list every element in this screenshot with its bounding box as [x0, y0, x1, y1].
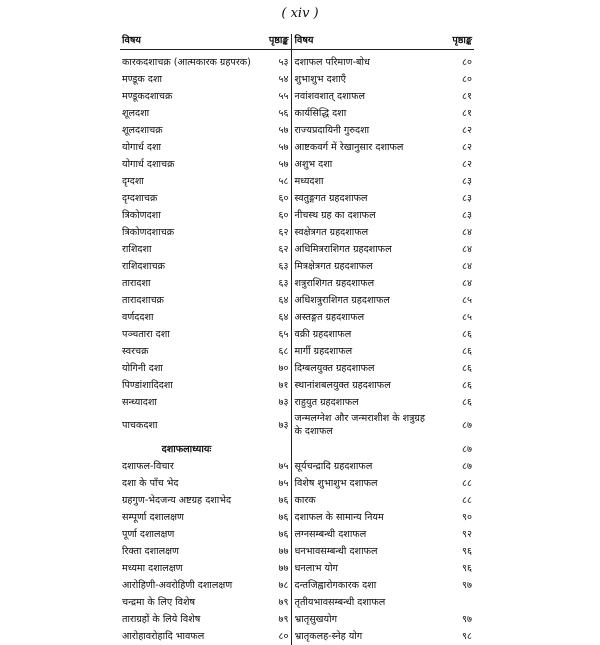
entry-page-left	[253, 441, 291, 458]
entry-title-right: अस्तङ्गत ग्रहदशाफल	[291, 309, 436, 326]
table-row	[120, 560, 474, 577]
entry-title-right: अशुभ दशा	[291, 156, 436, 173]
table-row	[120, 492, 474, 509]
entry-title-right: वक्री ग्रहदशाफल	[291, 326, 436, 343]
entry-title-left: मण्डूकदशाचक्र	[122, 90, 173, 102]
entry-page-right: ८५	[462, 294, 472, 306]
table-row	[120, 71, 474, 88]
table-row	[120, 156, 474, 173]
entry-title-left: योगिनी दशा	[122, 362, 163, 374]
table-row	[120, 326, 474, 343]
entry-page-left: ७६	[278, 511, 289, 523]
page-header-left: पृष्ठाङ्क	[253, 34, 291, 50]
entry-page-left: ५३	[278, 56, 289, 68]
table-row	[120, 458, 474, 475]
table-row	[120, 139, 474, 156]
entry-page-right: ८३	[462, 209, 472, 221]
entry-page-left: ५८	[278, 175, 289, 187]
entry-page-right: ८४	[462, 260, 472, 272]
entry-page-right: ८२	[462, 158, 472, 170]
entry-page-right: ८६	[462, 345, 472, 357]
entry-title-left: कारकदशाचक्र (आत्मकारक ग्रहपरक)	[122, 56, 251, 68]
table-row	[120, 509, 474, 526]
entry-title-right: भ्रातृकलह-स्नेह योग	[291, 628, 436, 645]
entry-page-left: ६४	[278, 311, 289, 323]
entry-page-left: ५७	[278, 141, 289, 153]
entry-title-left: आरोहावरोहादि भावफल	[122, 630, 205, 642]
entry-title-left: वर्णददशा	[122, 311, 154, 323]
entry-title-right: मित्रक्षेत्रगत ग्रहदशाफल	[291, 258, 436, 275]
entry-page-right: ९०	[462, 511, 472, 523]
entry-title-right: अधिशत्रुराशिगत ग्रहदशाफल	[291, 292, 436, 309]
entry-page-left: ६०	[278, 209, 289, 221]
entry-page-left: ६८	[278, 345, 289, 357]
header-row	[120, 34, 474, 50]
entry-page-left: ७७	[278, 562, 289, 574]
entry-title-left: दृग्दशा	[122, 175, 144, 187]
entry-title-right: धनभावसम्बन्धी दशाफल	[291, 543, 436, 560]
subject-header-right: विषय	[291, 34, 436, 50]
entry-title-right: भ्रातृसुखयोग	[291, 611, 436, 628]
table-row	[120, 360, 474, 377]
entry-title-right: स्वतुङ्गगत ग्रहदशाफल	[291, 190, 436, 207]
entry-title-left: ग्रहगुण-भेदजन्य अष्टग्रह दशाभेद	[122, 494, 232, 506]
entry-title-right: शत्रुराशिगत ग्रहदशाफल	[291, 275, 436, 292]
entry-title-left: शूलदशा	[122, 107, 150, 119]
table-row	[120, 577, 474, 594]
entry-title-left: दशाफलाध्यायः	[161, 443, 212, 455]
table-row	[120, 88, 474, 105]
entry-title-left: पञ्चतारा दशा	[122, 328, 170, 340]
entry-title-right: मध्यदशा	[291, 173, 436, 190]
entry-page-right: ९८	[462, 630, 472, 642]
table-row	[120, 394, 474, 411]
entry-page-right	[436, 594, 474, 611]
entry-title-left: त्रिकोणदशा	[122, 209, 161, 221]
entry-title-right: आष्टकवर्ग में रेखानुसार दशाफल	[291, 139, 436, 156]
page-header-right: पृष्ठाङ्क	[436, 34, 474, 50]
entry-title-left: योगार्ध दशा	[122, 141, 161, 153]
entry-page-right: ८७	[462, 460, 472, 472]
entry-page-right: ८०	[462, 56, 472, 68]
entry-page-left: ५५	[278, 90, 289, 102]
entry-title-right: दशाफल परिमाण-बोध	[291, 50, 436, 72]
entry-title-left: चन्द्रमा के लिए विशेष	[122, 596, 196, 608]
entry-title-left: पूर्णा दशालक्षण	[122, 528, 175, 540]
entry-page-right: ९२	[462, 528, 472, 540]
entry-title-left: राशिदशाचक्र	[122, 260, 165, 272]
entry-title-left: पिण्डांशादिदशा	[122, 379, 173, 391]
entry-page-left: ६५	[278, 328, 289, 340]
entry-title-right	[291, 441, 436, 458]
entry-page-right: ८६	[462, 396, 472, 408]
entry-page-right: ८६	[462, 362, 472, 374]
entry-page-left: ७५	[278, 460, 289, 472]
entry-title-right: जन्मलग्नेश और जन्मराशीश के शत्रुग्रह के दशाफल	[291, 411, 436, 441]
entry-page-left: ५६	[278, 107, 289, 119]
subject-header-left: विषय	[120, 34, 253, 50]
table-row	[120, 628, 474, 645]
table-row	[120, 475, 474, 492]
entry-page-right: ८६	[462, 328, 472, 340]
table-row	[120, 224, 474, 241]
entry-page-right: ८७	[462, 443, 472, 455]
entry-title-right: दिग्बलयुक्त ग्रहदशाफल	[291, 360, 436, 377]
entry-page-left: ६४	[278, 294, 289, 306]
entry-title-left: सन्ध्यादशा	[122, 396, 157, 408]
entry-title-left: राशिदशा	[122, 243, 152, 255]
entry-title-left: त्रिकोणदशाचक्र	[122, 226, 175, 238]
entry-page-left: ६३	[278, 277, 289, 289]
entry-page-left: ६२	[278, 243, 289, 255]
entry-title-right: लग्नसम्बन्धी दशाफल	[291, 526, 436, 543]
entry-page-left: ८०	[278, 630, 289, 642]
table-row	[120, 343, 474, 360]
entry-page-left: ६०	[278, 192, 289, 204]
entry-title-right: दशाफल के सामान्य नियम	[291, 509, 436, 526]
entry-title-right: दन्तजिह्वारोगकारक दशा	[291, 577, 436, 594]
entry-page-right: ८२	[462, 124, 472, 136]
entry-title-right: नवांशवशात् दशाफल	[291, 88, 436, 105]
entry-title-left: स्वरचक्र	[122, 345, 149, 357]
entry-title-right: तृतीयभावसम्बन्धी दशाफल	[291, 594, 436, 611]
entry-title-left: दृग्दशाचक्र	[122, 192, 158, 204]
table-row	[120, 275, 474, 292]
entry-title-left: तारादशाचक्र	[122, 294, 164, 306]
entry-page-left: ५७	[278, 158, 289, 170]
entry-page-left: ७३	[278, 396, 289, 408]
entry-title-right: कार्यसिद्धि दशा	[291, 105, 436, 122]
entry-page-left: ६२	[278, 226, 289, 238]
entry-title-left: तारादशा	[122, 277, 151, 289]
entry-page-left: ७६	[278, 528, 289, 540]
table-row	[120, 292, 474, 309]
entry-page-right: ८६	[462, 379, 472, 391]
table-row	[120, 411, 474, 441]
entry-title-left: योगार्ध दशाचक्र	[122, 158, 175, 170]
entry-page-right: ८१	[462, 107, 472, 119]
page-number-header: ( xiv )	[281, 6, 319, 21]
contents-table	[120, 34, 474, 645]
entry-page-left: ७७	[278, 545, 289, 557]
entry-page-left: ७०	[278, 362, 289, 374]
entry-page-left: ७१	[278, 379, 289, 391]
entry-page-right: ८१	[462, 90, 472, 102]
entry-page-left: ७८	[278, 579, 289, 591]
table-row	[120, 190, 474, 207]
entry-page-right: ८८	[462, 494, 472, 506]
table-row	[120, 441, 474, 458]
entry-title-left: ताराग्रहों के लिये विशेष	[122, 613, 201, 625]
table-row	[120, 173, 474, 190]
entry-title-left: पाचकदशा	[122, 420, 158, 432]
entry-page-left: ५४	[278, 73, 289, 85]
table-row	[120, 611, 474, 628]
entry-title-right: स्थानांशबलयुक्त ग्रहदशाफल	[291, 377, 436, 394]
entry-page-right: ८३	[462, 192, 472, 204]
entry-page-right: ८३	[462, 175, 472, 187]
table-row	[120, 241, 474, 258]
entry-title-left: दशा के पाँच भेद	[122, 477, 179, 489]
entry-title-left: मध्यमा दशालक्षण	[122, 562, 183, 574]
entry-title-right: मार्गी ग्रहदशाफल	[291, 343, 436, 360]
entry-page-right: ८७	[462, 420, 472, 432]
entry-title-right: राज्यप्रदायिनी गुरुदशा	[291, 122, 436, 139]
table-row	[120, 594, 474, 611]
entry-page-right: ९७	[462, 613, 472, 625]
entry-page-left: ७५	[278, 477, 289, 489]
entry-title-left: रिक्ता दशालक्षण	[122, 545, 179, 557]
entry-page-right: ९७	[462, 579, 472, 591]
entry-page-right: ८४	[462, 243, 472, 255]
table-row	[120, 258, 474, 275]
entry-page-right: ९६	[462, 562, 472, 574]
entry-title-right: शुभाशुभ दशाएँ	[291, 71, 436, 88]
entry-page-right: ८०	[462, 73, 472, 85]
entry-page-left: ५७	[278, 124, 289, 136]
entry-title-left: आरोहिणी-अवरोहिणी दशालक्षण	[122, 579, 233, 591]
table-row	[120, 105, 474, 122]
entry-title-right: स्वक्षेत्रगत ग्रहदशाफल	[291, 224, 436, 241]
entry-title-right: विशेष शुभाशुभ दशाफल	[291, 475, 436, 492]
entry-title-left: दशाफल-विचार	[122, 460, 174, 472]
entry-page-left: ६३	[278, 260, 289, 272]
entry-page-right: ८४	[462, 226, 472, 238]
table-row	[120, 207, 474, 224]
entry-page-right: ८५	[462, 311, 472, 323]
table-row	[120, 122, 474, 139]
table-row	[120, 526, 474, 543]
entry-page-left: ७६	[278, 494, 289, 506]
entry-title-right: नीचस्थ ग्रह का दशाफल	[291, 207, 436, 224]
entry-title-right: धनलाभ योग	[291, 560, 436, 577]
table-row	[120, 50, 474, 72]
entry-page-right: ८८	[462, 477, 472, 489]
entry-title-left: मण्डूक दशा	[122, 73, 162, 85]
entry-title-left: सम्पूर्णा दशालक्षण	[122, 511, 184, 523]
table-row	[120, 543, 474, 560]
entry-page-left: ७९	[278, 613, 289, 625]
entry-title-right: कारक	[291, 492, 436, 509]
entry-page-left: ७३	[278, 420, 289, 432]
entry-page-right: ८४	[462, 277, 472, 289]
table-row	[120, 309, 474, 326]
entry-page-right: ९६	[462, 545, 472, 557]
entry-page-right: ८२	[462, 141, 472, 153]
entry-title-left: शूलदशाचक्र	[122, 124, 163, 136]
entry-title-right: राहुयुत ग्रहदशाफल	[291, 394, 436, 411]
entry-title-right: सूर्यचन्द्रादि ग्रहदशाफल	[291, 458, 436, 475]
entry-title-right: अधिमित्रराशिगत ग्रहदशाफल	[291, 241, 436, 258]
table-row	[120, 377, 474, 394]
entry-page-left: ७९	[278, 596, 289, 608]
